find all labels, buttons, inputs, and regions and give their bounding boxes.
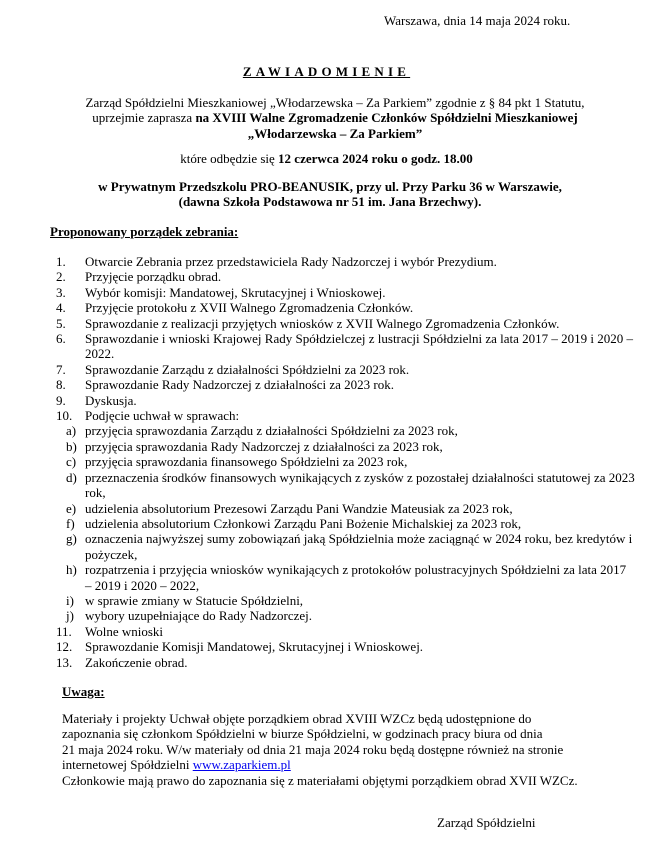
agenda-item-number: 4. — [56, 300, 66, 316]
agenda-item-text: Sprawozdanie Komisji Mandatowej, Skrutacyjnej i Wnioskowej. — [85, 639, 424, 655]
note-line-3: 21 maja 2024 roku. W/w materiały od dnia 21 maja 2024 roku będą dostępne również na stronie — [62, 741, 564, 757]
intro-line-2 — [40, 110, 630, 125]
agenda-subitem-text: przyjęcia sprawozdania Zarządu z działalności Spółdzielni za 2023 rok, — [85, 423, 458, 439]
intro-line-2-bold: na XVIII Walne Zgromadzenie Członków Spółdzielni Mieszkaniowej — [195, 110, 578, 126]
agenda-subitem-text: udzielenia absolutorium Członkowi Zarządu Pani Bożenie Michalskiej za 2023 rok, — [85, 515, 522, 531]
agenda-subitem-text: przyjęcia sprawozdania finansowego Spółdzielni za 2023 rok, — [85, 454, 408, 470]
agenda-subitem — [50, 470, 635, 501]
meeting-date-bold: 12 czerwca 2024 roku o godz. 18.00 — [278, 151, 473, 166]
agenda-item-number: 11. — [56, 623, 72, 639]
agenda-item-number: 9. — [56, 392, 66, 408]
agenda-subitem-letter: g) — [66, 531, 77, 547]
agenda-subitem-text: wybory uzupełniające do Rady Nadzorczej. — [85, 608, 313, 624]
agenda-list — [50, 254, 635, 670]
intro-line-1: Zarząd Spółdzielni Mieszkaniowej „Włodarzewska – Za Parkiem” zgodnie z § 84 pkt 1 Statutu, — [85, 95, 585, 110]
meeting-location-line-1: w Prywatnym Przedszkolu PRO-BEANUSIK, przy ul. Przy Parku 36 w Warszawie, — [98, 179, 562, 194]
note-line-5: Członkowie mają prawo do zapoznania się z materiałami objętymi porządkiem obrad XVII WZCz. — [62, 772, 578, 788]
note-line-1: Materiały i projekty Uchwał objęte porządkiem obrad XVIII WZCz będą udostępnione do — [62, 711, 532, 726]
agenda-heading: Proponowany porządek zebrania: — [50, 224, 239, 239]
agenda-item — [50, 655, 635, 670]
agenda-subitem-text: w sprawie zmiany w Statucie Spółdzielni, — [85, 592, 304, 608]
agenda-subitem — [50, 501, 635, 516]
agenda-item-number: 13. — [56, 654, 73, 670]
agenda-item-number: 6. — [56, 331, 66, 347]
agenda-item-number: 3. — [56, 284, 66, 300]
agenda-item — [50, 362, 635, 377]
agenda-item-number: 8. — [56, 377, 66, 393]
meeting-date-plain: które odbędzie się — [180, 151, 279, 166]
intro-line-3-bold: „Włodarzewska – Za Parkiem” — [247, 125, 423, 141]
agenda-item — [50, 377, 635, 392]
agenda-item — [50, 639, 635, 654]
agenda-subitem-letter: a) — [66, 423, 77, 439]
agenda-item-text: Zakończenie obrad. — [85, 654, 188, 670]
agenda-item — [50, 331, 635, 362]
agenda-item-number: 2. — [56, 269, 66, 285]
agenda-item-number: 7. — [56, 361, 66, 377]
agenda-subitem — [50, 562, 635, 593]
agenda-subitem-text: przeznaczenia środków finansowych wynikających z zysków z pozostałej działalności statutowej za 2023 rok, — [85, 469, 635, 501]
agenda-subitem-text: oznaczenia najwyższej sumy zobowiązań jaką Spółdzielnia może zaciągnąć w 2024 roku, bez kredytów i pożyczek, — [85, 531, 633, 562]
note-heading: Uwaga: — [62, 684, 105, 699]
agenda-subitem-text: przyjęcia sprawozdania Rady Nadzorczej z działalności za 2023 rok, — [85, 438, 443, 454]
agenda-item-text: Dyskusja. — [85, 392, 137, 408]
note-paragraph — [62, 711, 622, 788]
agenda-item — [50, 408, 635, 423]
agenda-subitem-letter: b) — [66, 438, 77, 454]
agenda-item-number: 1. — [56, 254, 66, 269]
agenda-item — [50, 269, 635, 284]
agenda-item — [50, 624, 635, 639]
agenda-item-text: Sprawozdanie Rady Nadzorczej z działalności za 2023 rok. — [85, 377, 394, 393]
agenda-subitem — [50, 531, 635, 562]
agenda-subitem-letter: j) — [66, 608, 74, 624]
agenda-item-text: Sprawozdanie z realizacji przyjętych wniosków z XVII Walnego Zgromadzenia Członków. — [85, 315, 560, 331]
agenda-item-text: Wolne wnioski — [85, 623, 164, 639]
intro-line-3 — [40, 126, 630, 141]
meeting-location-line-2: (dawna Szkoła Podstawowa nr 51 im. Jana Brzechwy). — [178, 194, 482, 210]
agenda-item-number: 10. — [56, 408, 73, 424]
agenda-subitem-letter: c) — [66, 454, 77, 470]
agenda-subitem — [50, 608, 635, 623]
agenda-subitem — [50, 423, 635, 438]
intro-paragraph — [40, 95, 630, 141]
agenda-subitem-letter: i) — [66, 592, 74, 608]
document-title: ZAWIADOMIENIE — [242, 64, 411, 79]
agenda-item-text: Sprawozdanie Zarządu z działalności Spółdzielni za 2023 rok. — [85, 361, 410, 377]
document-date: Warszawa, dnia 14 maja 2024 roku. — [384, 13, 571, 28]
agenda-item-number: 12. — [56, 639, 73, 655]
agenda-item — [50, 316, 635, 331]
agenda-subitem — [50, 516, 635, 531]
agenda-item — [50, 285, 635, 300]
agenda-item — [50, 254, 635, 269]
agenda-item-text: Sprawozdanie i wnioski Krajowej Rady Spółdzielczej z lustracji Spółdzielni za lata 2017 – 2019 i 2020 – 2022. — [85, 331, 634, 362]
meeting-location — [40, 179, 620, 210]
agenda-item-text: Przyjęcie protokołu z XVII Walnego Zgromadzenia Członków. — [85, 300, 414, 316]
agenda-item-text: Wybór komisji: Mandatowej, Skrutacyjnej i Wnioskowej. — [85, 284, 386, 300]
agenda-subitem-text: udzielenia absolutorium Prezesowi Zarządu Pani Wandzie Mateusiak za 2023 rok, — [85, 500, 513, 516]
agenda-item-number: 5. — [56, 315, 66, 331]
note-line-4-plain: internetowej Spółdzielni — [62, 757, 193, 773]
website-link[interactable]: www.zaparkiem.pl — [192, 757, 291, 773]
agenda-item — [50, 393, 635, 408]
agenda-subitem-text: rozpatrzenia i przyjęcia wniosków wynikających z protokołów polustracyjnych Spółdzielni za lata 2017 – 2019 i 2020 – 2022, — [85, 562, 627, 593]
meeting-date — [0, 151, 653, 166]
agenda-item-text: Przyjęcie porządku obrad. — [85, 269, 222, 285]
note-line-2: zapoznania się członkom Spółdzielni w biurze Spółdzielni, w godzinach pracy biura od dnia — [62, 726, 543, 742]
agenda-subitem — [50, 439, 635, 454]
agenda-subitem-letter: f) — [66, 515, 75, 531]
agenda-item-text: Podjęcie uchwał w sprawach: — [85, 408, 240, 424]
agenda-subitem-letter: e) — [66, 500, 77, 516]
agenda-item-text: Otwarcie Zebrania przez przedstawiciela Rady Nadzorczej i wybór Prezydium. — [85, 254, 497, 269]
note-line-4 — [62, 757, 622, 772]
agenda-subitem-letter: h) — [66, 562, 77, 578]
agenda-item — [50, 300, 635, 315]
intro-line-2-plain: uprzejmie zaprasza — [92, 110, 196, 126]
agenda-subitem — [50, 454, 635, 469]
agenda-subitem — [50, 593, 635, 608]
signature: Zarząd Spółdzielni — [437, 815, 536, 830]
agenda-subitem-letter: d) — [66, 469, 77, 485]
